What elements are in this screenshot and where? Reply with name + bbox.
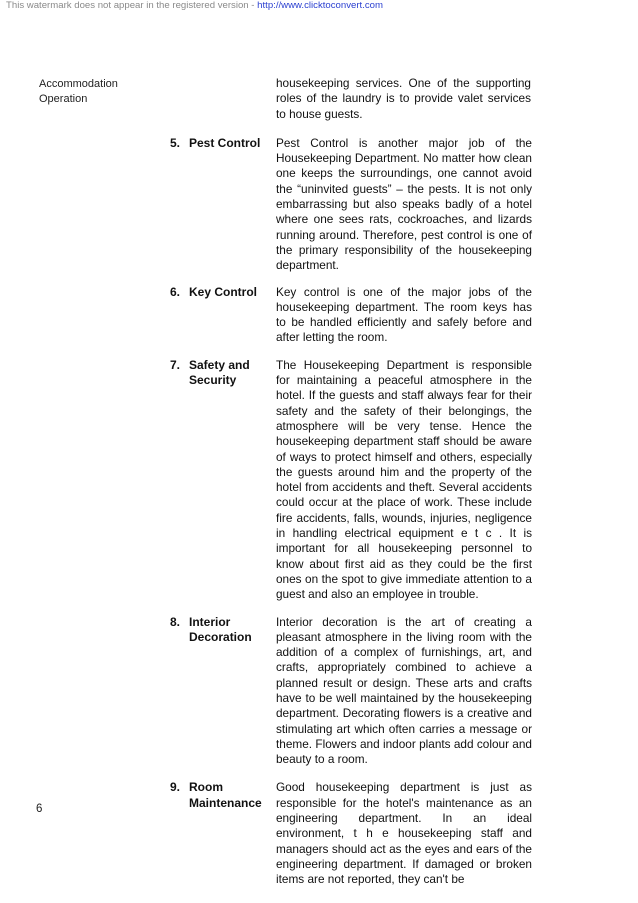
page-number: 6 bbox=[36, 803, 43, 815]
section-title: Interior Decoration bbox=[189, 614, 252, 644]
section-body: Key control is one of the major jobs of the housekeeping department. The room keys has to be handled efficiently and safely before and after letting the room. bbox=[276, 284, 532, 345]
page-content bbox=[170, 76, 532, 888]
section-title: Safety and Security bbox=[189, 357, 250, 388]
section-title: Pest Control bbox=[189, 135, 261, 150]
running-header bbox=[39, 77, 118, 107]
section-title: Room Maintenance bbox=[189, 780, 262, 810]
section-number: 5. bbox=[170, 135, 181, 150]
running-header-line-1: Accommodation bbox=[39, 78, 118, 90]
section-room-maintenance bbox=[170, 780, 532, 887]
section-body: Good housekeeping department is just as responsible for the hotel's maintenance as an engineering department. In an ideal environment, t h e housekeeping staff and managers should act as the eyes and ears of the engineering department. If damaged or broken items are not reported, they can't be bbox=[276, 780, 532, 887]
section-number: 9. bbox=[170, 780, 181, 795]
section-number: 7. bbox=[170, 357, 181, 372]
watermark-link[interactable]: http://www.clicktoconvert.com bbox=[257, 0, 383, 11]
section-key-control bbox=[170, 285, 532, 346]
section-interior-decoration bbox=[170, 615, 532, 768]
intro-paragraph: housekeeping services. One of the supporting roles of the laundry is to provide valet services to house guests. bbox=[276, 76, 531, 121]
section-safety-security bbox=[170, 358, 532, 603]
section-body: Interior decoration is the art of creating a pleasant atmosphere in the living room with the addition of a complex of furnishings, art, and crafts, appropriately combined to achieve a planned result or design. These arts and crafts have to be well maintained by the housekeeping department. Decorating flowers is a creative and stimulating art which often carries a message or theme. Flowers and indoor plants add colour and beauty to a room. bbox=[276, 614, 532, 767]
section-body: The Housekeeping Department is responsible for maintaining a peaceful atmosphere in the hotel. If the guests and staff always fear for their safety and the safety of their belongings, the atmosphere will be very tense. Hence the housekeeping department staff should be aware of ways to protect himself and others, especially the guests around him and the property of the hotel from accidents and theft. Several accidents could occur at the place of work. These include fire accidents, falls, wounds, injuries, negligence in handling electrical equipment e t c . It is important for all housekeeping personnel to know about first aid as they could be the first ones on the spot to give immediate attention to a guest and also an employee in trouble. bbox=[276, 357, 532, 602]
section-pest-control bbox=[170, 136, 532, 274]
section-number: 6. bbox=[170, 284, 181, 299]
watermark-banner bbox=[6, 0, 383, 11]
section-body: Pest Control is another major job of the Housekeeping Department. No matter how clean one keeps the surroundings, one cannot avoid the “uninvited guests” – the pests. It is not only embarrassing but also speaks badly of a hotel where one sees rats, cockroaches, and lizards running around. Therefore, pest control is one of the primary responsibility of the housekeeping department. bbox=[276, 135, 532, 273]
watermark-text: This watermark does not appear in the registered version - bbox=[6, 0, 258, 11]
section-title: Key Control bbox=[189, 284, 258, 299]
section-number: 8. bbox=[170, 614, 181, 629]
running-header-line-2: Operation bbox=[39, 93, 88, 105]
